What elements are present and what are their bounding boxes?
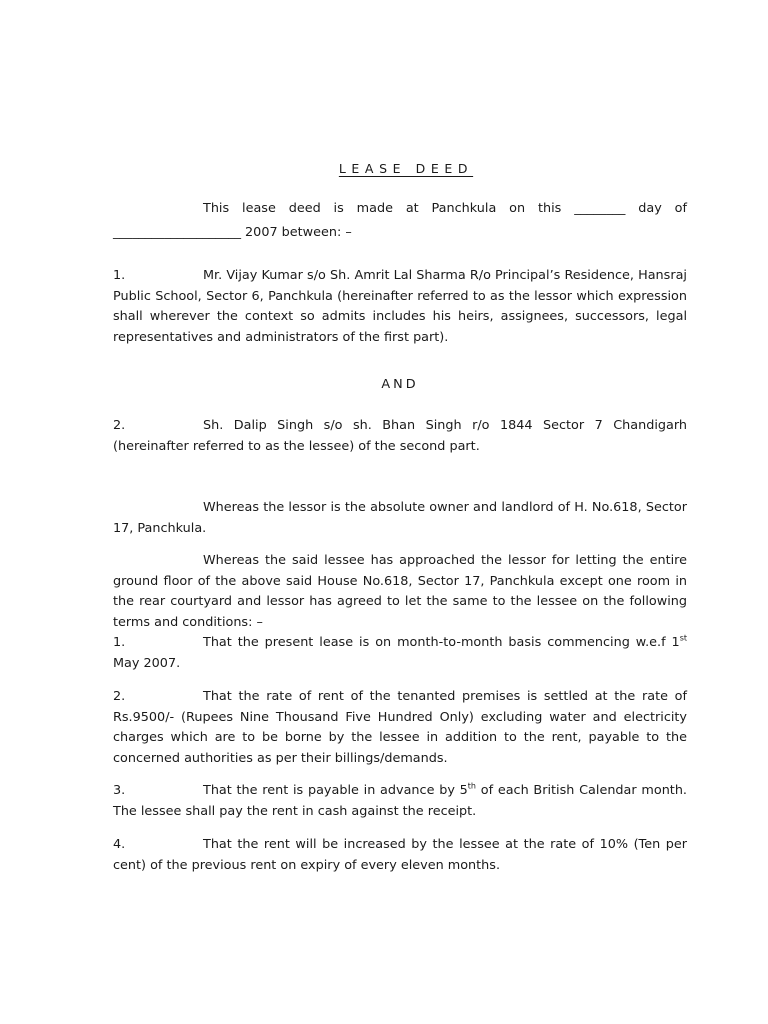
term-4-text: That the rent will be increased by the lessee at the rate of 10% (Ten per cent) of the previous rent on expiry of every eleven months. xyxy=(113,837,687,873)
term-2-number: 2. xyxy=(113,689,126,704)
intro-line-1: This lease deed is made at Panchkula on this ________ day of xyxy=(203,201,687,216)
whereas-1-text: Whereas the lessor is the absolute owner and landlord of H. No.618, Sector 17, Panchkula. xyxy=(113,500,687,536)
document-title xyxy=(22,159,768,181)
and-separator: AND xyxy=(381,377,419,392)
term-3-text-end: of each British Calendar month. The lessee shall pay the rent in cash against the receipt. xyxy=(113,783,688,819)
whereas-2-text: Whereas the said lessee has approached the lessor for letting the entire ground floor of the above said House No.618, Sector 17, Panchkula except one room in the rear courtyard and lessor has agreed to let the same to the lessee on the following terms and conditions: – xyxy=(113,553,687,630)
term-4-number: 4. xyxy=(113,837,126,852)
term-3 xyxy=(113,781,687,822)
party-1-number: 1. xyxy=(113,268,126,283)
intro-paragraph xyxy=(113,199,687,243)
term-1-text: That the present lease is on month-to-month basis commencing w.e.f 1 xyxy=(203,635,680,650)
term-4 xyxy=(113,835,687,876)
term-3-number: 3. xyxy=(113,783,126,798)
party-2-text: Sh. Dalip Singh s/o sh. Bhan Singh r/o 1844 Sector 7 Chandigarh (hereinafter referred to as the lessee) of the second part. xyxy=(113,418,687,454)
term-1-text-end: May 2007. xyxy=(113,655,181,671)
party-1-clause xyxy=(113,266,687,348)
term-3-superscript: th xyxy=(467,781,476,791)
whereas-clause-2 xyxy=(113,551,687,633)
term-2-text: That the rate of rent of the tenanted premises is settled at the rate of Rs.9500/- (Rupees Nine Thousand Five Hundred Only) excluding water and electricity charges which are to be borne by the lessee in addition to the rent, payable to the concerned authorities as per their billings/demands. xyxy=(113,689,687,766)
term-1-number: 1. xyxy=(113,635,126,650)
term-1-superscript: st xyxy=(679,633,687,643)
term-2 xyxy=(113,687,687,769)
title-text: LEASE DEED xyxy=(338,161,474,176)
term-3-text: That the rent is payable in advance by 5 xyxy=(203,783,468,798)
party-1-text: Mr. Vijay Kumar s/o Sh. Amrit Lal Sharma R/o Principal’s Residence, Hansraj Public School, Sector 6, Panchkula (hereinafter referred to as the lessor which expression shall wherever the context so admits includes his heirs, assignees, successors, legal representatives and administrators of the first part). xyxy=(113,268,687,345)
party-2-clause xyxy=(113,416,687,457)
intro-line-2: ____________________ 2007 between: – xyxy=(113,224,352,240)
whereas-clause-1 xyxy=(113,498,687,539)
term-1 xyxy=(113,633,687,674)
party-2-number: 2. xyxy=(113,418,126,433)
